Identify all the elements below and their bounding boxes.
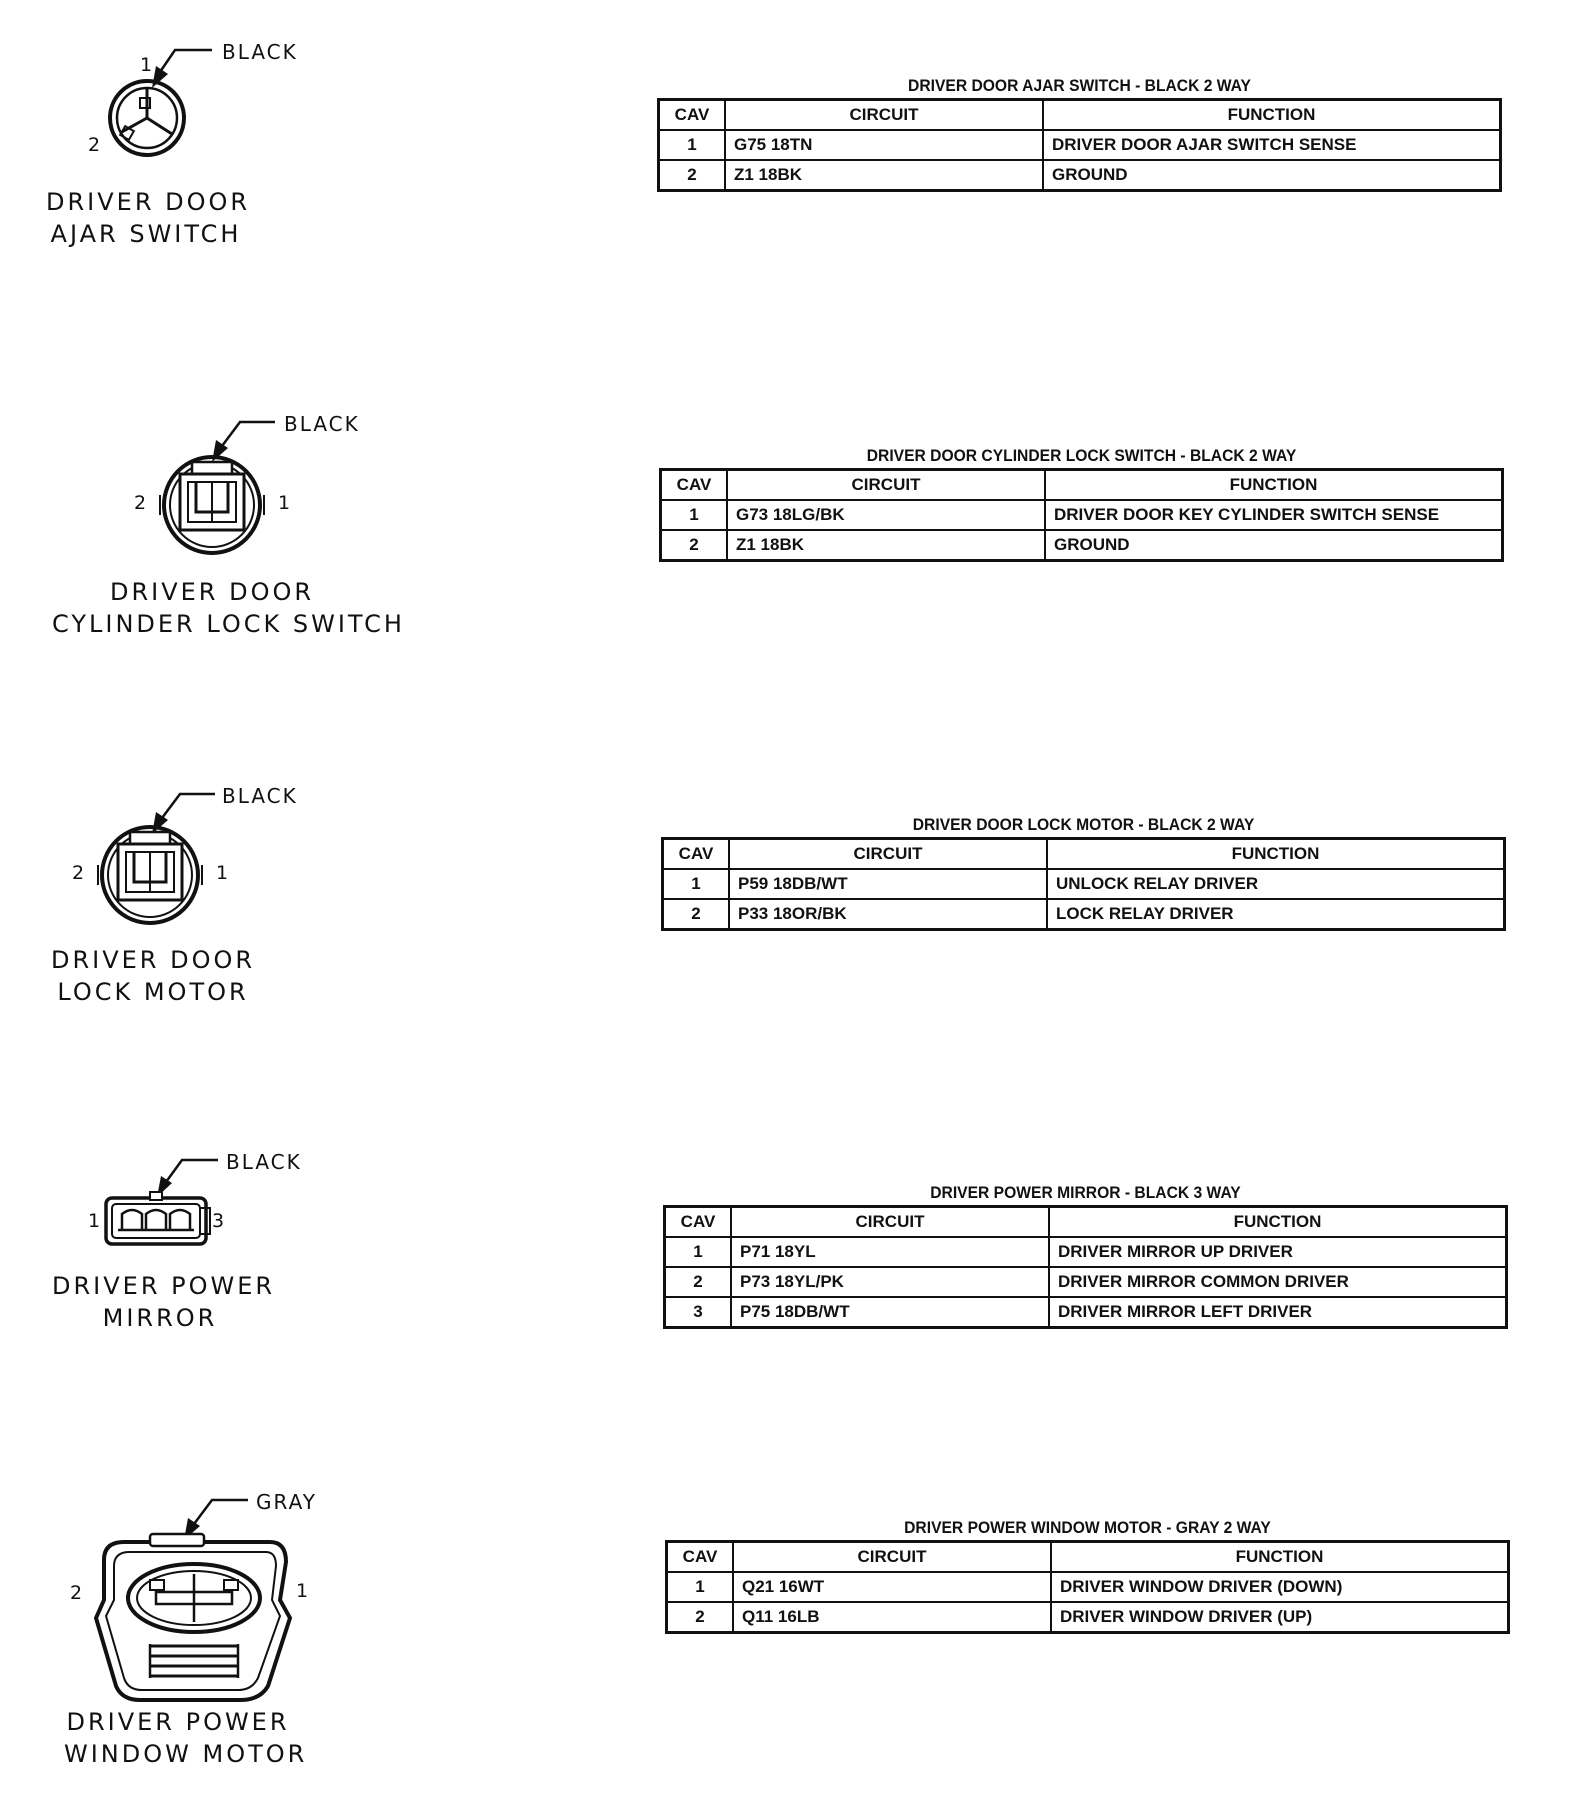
column-header: CAV bbox=[661, 470, 728, 501]
circuit-cell: Q21 16WT bbox=[733, 1572, 1051, 1602]
column-header: FUNCTION bbox=[1043, 100, 1501, 131]
connector-power-mirror bbox=[0, 1110, 600, 1350]
pinout-table-block bbox=[663, 1181, 1508, 1329]
table-header-row bbox=[665, 1207, 1507, 1238]
connector-name-line: DRIVER POWER bbox=[52, 1272, 276, 1300]
circuit-cell: P75 18DB/WT bbox=[731, 1297, 1049, 1328]
pinout-table bbox=[665, 1540, 1510, 1634]
pin-label: 1 bbox=[88, 1210, 101, 1232]
table-row bbox=[667, 1602, 1509, 1633]
table-header-row bbox=[659, 100, 1501, 131]
table-header-row bbox=[663, 839, 1505, 870]
circuit-cell: Z1 18BK bbox=[727, 530, 1045, 561]
pin-label: 2 bbox=[88, 134, 101, 156]
column-header: CAV bbox=[663, 839, 730, 870]
cav-cell: 3 bbox=[665, 1297, 732, 1328]
connector-name bbox=[52, 1270, 276, 1334]
pin-label: 1 bbox=[296, 1580, 309, 1602]
pinout-table-block bbox=[657, 74, 1502, 192]
function-cell: DRIVER WINDOW DRIVER (DOWN) bbox=[1051, 1572, 1509, 1602]
column-header: CAV bbox=[659, 100, 726, 131]
connector-name bbox=[52, 576, 405, 640]
cav-cell: 1 bbox=[659, 130, 726, 160]
column-header: CIRCUIT bbox=[725, 100, 1043, 131]
function-cell: LOCK RELAY DRIVER bbox=[1047, 899, 1505, 930]
table-title: DRIVER POWER WINDOW MOTOR - GRAY 2 WAY bbox=[904, 1518, 1271, 1537]
connector-door-ajar-switch bbox=[0, 0, 600, 260]
table-header-row bbox=[661, 470, 1503, 501]
column-header: CAV bbox=[667, 1542, 734, 1573]
pin-label: 3 bbox=[212, 1210, 225, 1232]
connector-color-label: GRAY bbox=[256, 1490, 317, 1514]
table-row bbox=[661, 500, 1503, 530]
connector-name-line: DRIVER DOOR bbox=[46, 188, 251, 216]
circuit-cell: P71 18YL bbox=[731, 1237, 1049, 1267]
circuit-cell: Z1 18BK bbox=[725, 160, 1043, 191]
cav-cell: 2 bbox=[659, 160, 726, 191]
column-header: FUNCTION bbox=[1047, 839, 1505, 870]
cav-cell: 2 bbox=[661, 530, 728, 561]
table-header-row bbox=[667, 1542, 1509, 1573]
table-row bbox=[665, 1237, 1507, 1267]
connector-cylinder-lock-switch bbox=[0, 370, 600, 650]
function-cell: GROUND bbox=[1043, 160, 1501, 191]
cav-cell: 1 bbox=[661, 500, 728, 530]
connector-door-lock-motor bbox=[0, 740, 600, 1020]
table-row bbox=[663, 899, 1505, 930]
function-cell: DRIVER MIRROR UP DRIVER bbox=[1049, 1237, 1507, 1267]
column-header: CIRCUIT bbox=[731, 1207, 1049, 1238]
circuit-cell: G75 18TN bbox=[725, 130, 1043, 160]
table-row bbox=[661, 530, 1503, 561]
table-title: DRIVER DOOR LOCK MOTOR - BLACK 2 WAY bbox=[912, 815, 1255, 834]
pin-label: 2 bbox=[134, 492, 147, 514]
cav-cell: 2 bbox=[667, 1602, 734, 1633]
pinout-table bbox=[657, 98, 1502, 192]
cav-cell: 1 bbox=[667, 1572, 734, 1602]
connector-color-label: BLACK bbox=[222, 40, 298, 64]
cav-cell: 1 bbox=[663, 869, 730, 899]
pin-label: 1 bbox=[278, 492, 291, 514]
column-header: CIRCUIT bbox=[733, 1542, 1051, 1573]
column-header: FUNCTION bbox=[1051, 1542, 1509, 1573]
connector-name-line: DRIVER DOOR bbox=[109, 578, 315, 606]
pinout-table-block bbox=[661, 813, 1506, 931]
connector-name-line: DRIVER POWER bbox=[66, 1708, 290, 1736]
connector-name-line: WINDOW MOTOR bbox=[64, 1740, 308, 1768]
function-cell: DRIVER DOOR AJAR SWITCH SENSE bbox=[1043, 130, 1501, 160]
column-header: CIRCUIT bbox=[729, 839, 1047, 870]
cav-cell: 1 bbox=[665, 1237, 732, 1267]
connector-name bbox=[64, 1706, 308, 1770]
table-row bbox=[665, 1267, 1507, 1297]
connector-color-label: BLACK bbox=[284, 412, 360, 436]
pinout-table-block bbox=[665, 1516, 1510, 1634]
pin-label: 2 bbox=[72, 862, 85, 884]
function-cell: DRIVER WINDOW DRIVER (UP) bbox=[1051, 1602, 1509, 1633]
connector-color-label: BLACK bbox=[222, 784, 298, 808]
pinout-table bbox=[661, 837, 1506, 931]
connector-name bbox=[48, 944, 258, 1008]
circuit-cell: P59 18DB/WT bbox=[729, 869, 1047, 899]
pinout-table bbox=[663, 1205, 1508, 1329]
pinout-table bbox=[659, 468, 1504, 562]
connector-color-label: BLACK bbox=[226, 1150, 302, 1174]
circuit-cell: P73 18YL/PK bbox=[731, 1267, 1049, 1297]
cav-cell: 2 bbox=[665, 1267, 732, 1297]
table-row bbox=[663, 869, 1505, 899]
connector-name bbox=[46, 186, 251, 250]
table-row bbox=[665, 1297, 1507, 1328]
column-header: FUNCTION bbox=[1049, 1207, 1507, 1238]
column-header: CAV bbox=[665, 1207, 732, 1238]
cav-cell: 2 bbox=[663, 899, 730, 930]
circuit-cell: P33 18OR/BK bbox=[729, 899, 1047, 930]
function-cell: DRIVER MIRROR LEFT DRIVER bbox=[1049, 1297, 1507, 1328]
function-cell: UNLOCK RELAY DRIVER bbox=[1047, 869, 1505, 899]
table-title: DRIVER DOOR CYLINDER LOCK SWITCH - BLACK 2 WAY bbox=[866, 446, 1297, 465]
table-row bbox=[659, 130, 1501, 160]
pin-label: 2 bbox=[70, 1582, 83, 1604]
column-header: CIRCUIT bbox=[727, 470, 1045, 501]
table-row bbox=[667, 1572, 1509, 1602]
connector-power-window-motor bbox=[0, 1450, 600, 1790]
function-cell: GROUND bbox=[1045, 530, 1503, 561]
pin-label: 1 bbox=[216, 862, 229, 884]
connector-name-line: MIRROR bbox=[102, 1304, 218, 1332]
connector-name-line: AJAR SWITCH bbox=[50, 220, 242, 248]
connector-name-line: LOCK MOTOR bbox=[57, 978, 249, 1006]
pin-label: 1 bbox=[140, 54, 153, 76]
circuit-cell: G73 18LG/BK bbox=[727, 500, 1045, 530]
table-title: DRIVER DOOR AJAR SWITCH - BLACK 2 WAY bbox=[908, 76, 1251, 95]
function-cell: DRIVER MIRROR COMMON DRIVER bbox=[1049, 1267, 1507, 1297]
pinout-table-block bbox=[659, 444, 1504, 562]
circuit-cell: Q11 16LB bbox=[733, 1602, 1051, 1633]
connector-name-line: CYLINDER LOCK SWITCH bbox=[52, 610, 405, 638]
table-row bbox=[659, 160, 1501, 191]
function-cell: DRIVER DOOR KEY CYLINDER SWITCH SENSE bbox=[1045, 500, 1503, 530]
connector-name-line: DRIVER DOOR bbox=[50, 946, 256, 974]
table-title: DRIVER POWER MIRROR - BLACK 3 WAY bbox=[930, 1183, 1241, 1202]
column-header: FUNCTION bbox=[1045, 470, 1503, 501]
